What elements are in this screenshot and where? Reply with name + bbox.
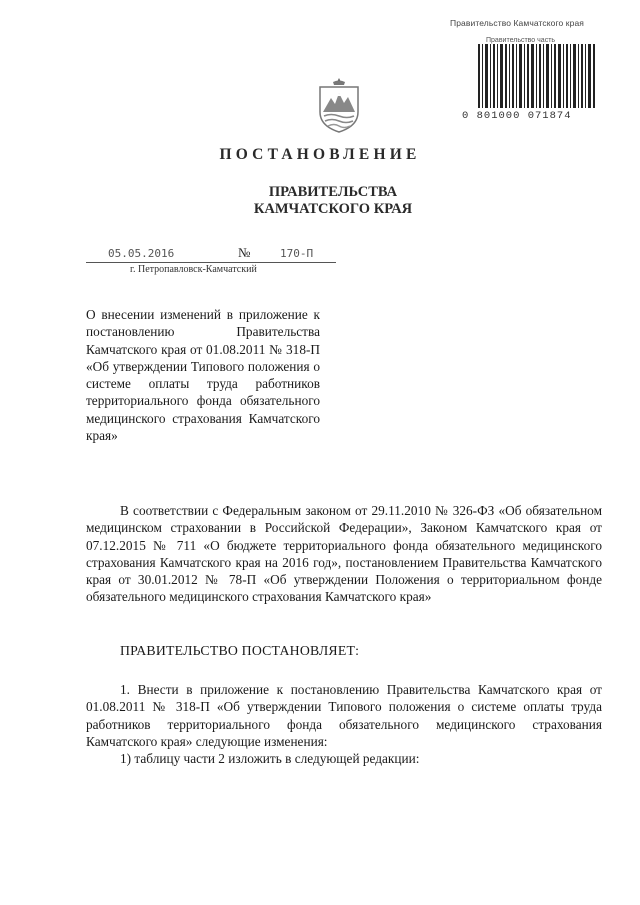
kamchatka-emblem-icon	[316, 76, 362, 134]
issue-city: г. Петропавловск-Камчатский	[130, 264, 257, 275]
document-subject: О внесении изменений в приложение к постановлению Правительства Камчатского края от 01.08.2011 № 318-П «Об утверждении Типового положения о системе оплаты труда работников территориального фонда обязательного медицинского страхования Камчатского края»	[86, 307, 320, 444]
preamble-paragraph: В соответствии с Федеральным законом от 29.11.2010 № 326-ФЗ «Об обязательном медицинском страховании в Российской Федерации», Законом Камчатского края от 07.12.2015 № 711 «О бюджете территориального фонда обязательного медицинского страхования Камчатского края на 2016 год», постановлением Правительства Камчатского края от 30.01.2012 № 78-П «Об утверждении Положения о территориальном фонде обязательного медицинского страхования Камчатского края»	[86, 503, 602, 605]
registry-stamp: Правительство Камчатского края	[450, 18, 584, 28]
number-sign: №	[238, 245, 251, 260]
issuing-authority-line1: ПРАВИТЕЛЬСТВА	[268, 184, 398, 200]
barcode-image	[478, 44, 596, 108]
document-date: 05.05.2016	[108, 247, 175, 260]
item-1-subitem-1: 1) таблицу части 2 изложить в следующей редакции:	[120, 751, 420, 766]
document-type-title: ПОСТАНОВЛЕНИЕ	[219, 146, 421, 163]
issuing-authority-line2: КАМЧАТСКОГО КРАЯ	[253, 201, 413, 217]
barcode-caption: Правительство часть	[486, 37, 556, 44]
barcode-number: 0 801000 071874	[462, 110, 572, 122]
date-number-rule	[86, 262, 336, 263]
document-number: 170-П	[280, 247, 314, 260]
resolution-heading: ПРАВИТЕЛЬСТВО ПОСТАНОВЛЯЕТ:	[120, 643, 360, 658]
item-1-paragraph: 1. Внести в приложение к постановлению Правительства Камчатского края от 01.08.2011 № 318-П «Об утверждении Типового положения о системе оплаты труда работников территориального фонда обязательного медицинского страхования Камчатского края» следующие изменения:	[86, 682, 602, 749]
